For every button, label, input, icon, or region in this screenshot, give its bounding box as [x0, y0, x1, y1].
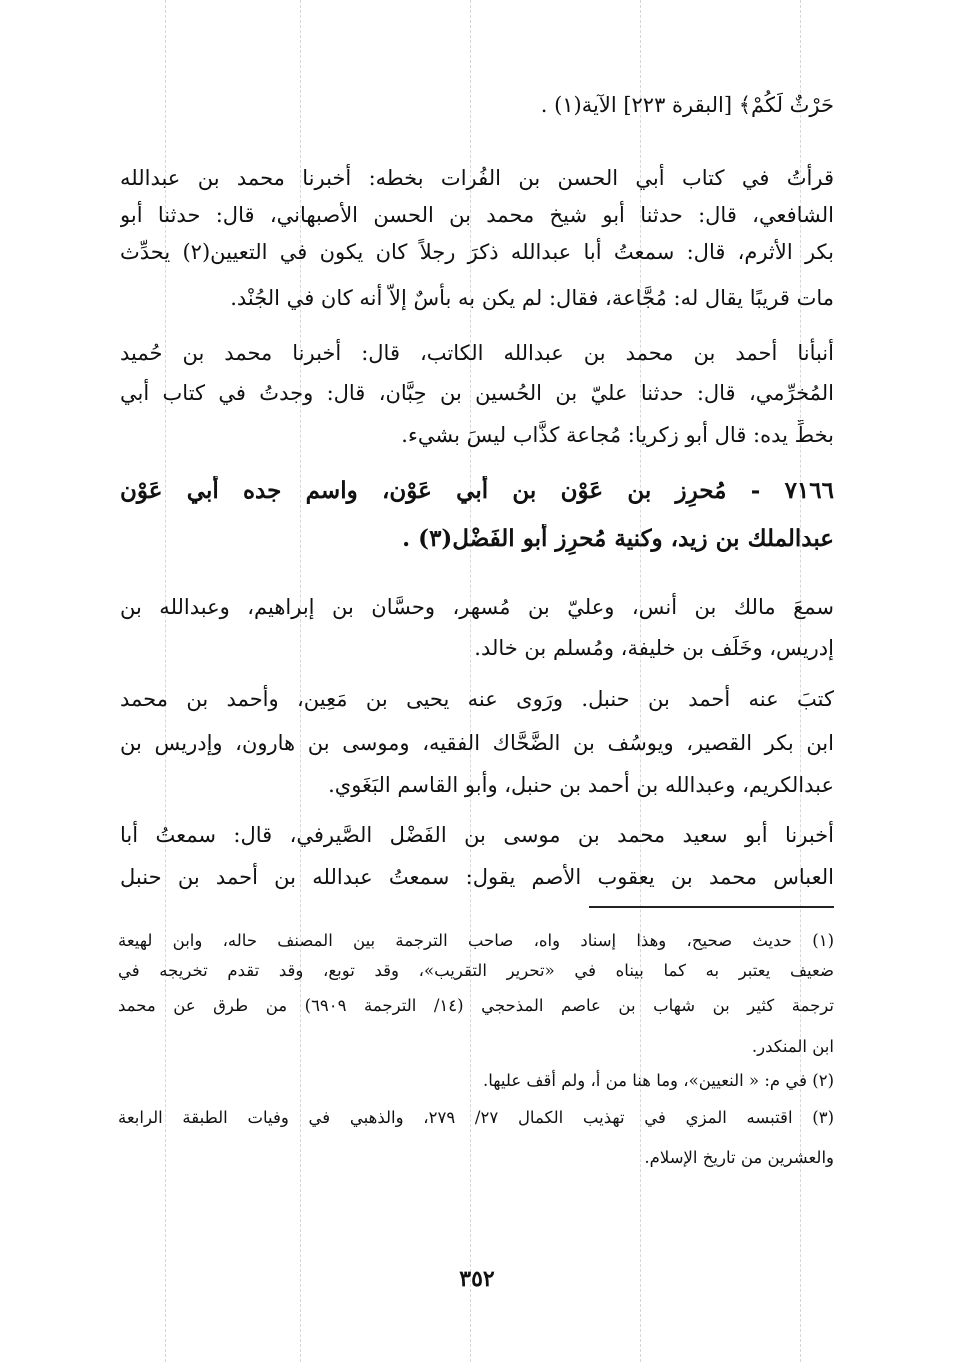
body-line: المُخرِّمي، قال: حدثنا عليّ بن الحُسين بن حِبَّان، قال: وجدتُ في كتاب أبي: [120, 381, 834, 405]
footnote-line: ضعيف يعتبر به كما بيناه في «تحرير التقريب»، وقد توبع، وقد تقدم تخريجه في: [118, 961, 834, 980]
body-line: إدريس، وخَلَف بن خليفة، ومُسلم بن خالد.: [474, 636, 834, 660]
body-line: الشافعي، قال: حدثنا أبو شيخ محمد بن الحسن الأصبهاني، قال: حدثنا أبو: [120, 203, 834, 227]
body-line: كتبَ عنه أحمد بن حنبل. ورَوى عنه يحيى بن مَعِين، وأحمد بن محمد: [120, 687, 834, 711]
entry-heading-line: عبدالملك بن زيد، وكنية مُحرِز أبو الفَضْل(٣) .: [402, 525, 834, 552]
body-line: سمعَ مالك بن أنس، وعليّ بن مُسهر، وحسَّان بن إبراهيم، وعبدالله بن: [120, 595, 834, 619]
body-line: ابن بكر القصير، ويوسُف بن الضَّحَّاك الفقيه، وموسى بن هارون، وإدريس بن: [120, 731, 834, 755]
body-line: أخبرنا أبو سعيد محمد بن موسى بن الفَضْل الصَّيرفي، قال: سمعتُ أبا: [120, 823, 834, 847]
body-line: بكر الأثرم، قال: سمعتُ أبا عبدالله ذكرَ رجلاً كان يكون في التعيين(٢) يحدِّث: [120, 240, 834, 264]
entry-heading-line: ٧١٦٦ - مُحرِز بن عَوْن بن أبي عَوْن، واسم جده أبي عَوْن: [120, 477, 834, 504]
footnote-line: (١) حديث صحيح، وهذا إسناد واه، صاحب الترجمة بين المصنف حاله، وابن لهيعة: [118, 931, 834, 950]
footnote-line: (٣) اقتبسه المزي في تهذيب الكمال ٢٧/ ٢٧٩، والذهبي في وفيات الطبقة الرابعة: [118, 1108, 834, 1127]
verse-continuation-line: حَرْثٌ لَكُمْ﴾ [البقرة ٢٢٣] الآية(١) .: [540, 93, 834, 117]
body-line: العباس محمد بن يعقوب الأصم يقول: سمعتُ عبدالله بن أحمد بن حنبل: [120, 865, 834, 889]
footnote-line: والعشرين من تاريخ الإسلام.: [644, 1148, 834, 1167]
body-line: مات قريبًا يقال له: مُجَّاعة، فقال: لم يكن به بأسٌ إلاّ أنه كان في الجُنْد.: [230, 286, 834, 310]
footnote-separator: [589, 906, 834, 908]
body-line: قرأتُ في كتاب أبي الحسن بن الفُرات بخطه: أخبرنا محمد بن عبدالله: [120, 166, 834, 190]
footnote-line: (٢) في م: « النعيين»، وما هنا من أ، ولم أقف عليها.: [483, 1071, 834, 1090]
body-line: عبدالكريم، وعبدالله بن أحمد بن حنبل، وأبو القاسم البَغَوي.: [328, 773, 834, 797]
body-line: أنبأنا أحمد بن محمد بن عبدالله الكاتب، قال: أخبرنا محمد بن حُميد: [120, 341, 834, 365]
page-number: ٣٥٢: [459, 1266, 495, 1292]
footnote-line: ابن المنكدر.: [751, 1037, 834, 1056]
footnote-line: ترجمة كثير بن شهاب بن عاصم المذحجي (١٤/ الترجمة ٦٩٠٩) من طرق عن محمد: [118, 996, 834, 1015]
body-line: بخطِّ يده: قال أبو زكريا: مُجاعة كذَّاب ليسَ بشيء.: [401, 423, 834, 447]
